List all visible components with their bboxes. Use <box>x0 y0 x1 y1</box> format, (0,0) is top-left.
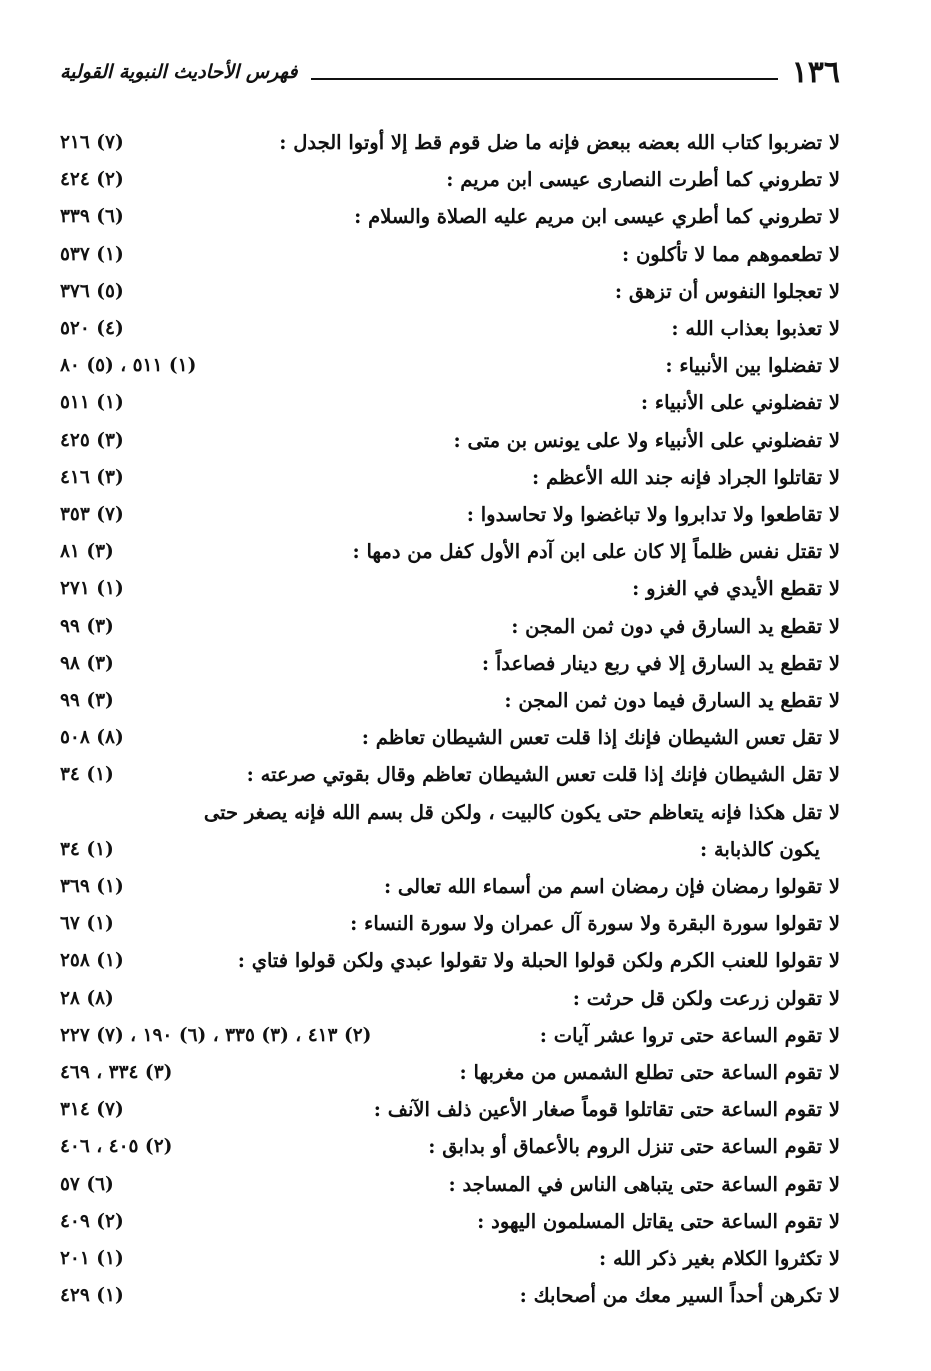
hadith-text: لا تقوم الساعة حتى يتباهى الناس في المساجد : <box>448 1172 840 1196</box>
volume-page-reference: (١) ٢٥٨ <box>60 950 124 972</box>
hadith-text: لا تكرهن أحداً السير معك من أصحابك : <box>519 1284 840 1308</box>
index-entry <box>60 1203 840 1240</box>
volume-page-reference: (٣) ٩٨ <box>60 652 114 674</box>
hadith-text: لا تقوم الساعة حتى تطلع الشمس من مغربها : <box>459 1061 840 1085</box>
hadith-text: لا تقطع يد السارق فيما دون ثمن المجن : <box>504 689 840 713</box>
volume-page-reference: (٢) ٤٠٩ <box>60 1210 124 1232</box>
volume-page-reference: (١) ٤٢٩ <box>60 1285 124 1307</box>
hadith-text: لا تكثروا الكلام بغير ذكر الله : <box>598 1247 840 1271</box>
hadith-text: لا تقتل نفس ظلماً إلا كان على ابن آدم الأول كفل من دمها : <box>352 540 840 564</box>
volume-page-reference: (١) ٥١١ <box>60 392 124 414</box>
volume-page-reference: (٢) ٤١٣ ، (٣) ٣٣٥ ، (٦) ١٩٠ ، (٧) ٢٢٧ <box>60 1024 372 1046</box>
hadith-text: لا تعذبوا بعذاب الله : <box>671 317 840 341</box>
index-entry <box>60 273 840 310</box>
hadith-text: لا تقطع يد السارق إلا في ربع دينار فصاعداً : <box>481 651 840 675</box>
index-entry <box>60 1128 840 1165</box>
volume-page-reference: (١) ٣٦٩ <box>60 876 124 898</box>
hadith-text-continuation: يكون كالذبابة : <box>699 837 820 861</box>
volume-page-reference: (١) ٢٠١ <box>60 1248 124 1270</box>
index-entry <box>60 1166 840 1203</box>
index-entry <box>60 1017 840 1054</box>
index-entry <box>60 496 840 533</box>
volume-page-reference: (٢) ٤٠٥ ، ٤٠٦ <box>60 1136 173 1158</box>
volume-page-reference: (٦) ٣٣٩ <box>60 206 124 228</box>
volume-page-reference: (١) ٥١١ ، (٥) ٨٠ <box>60 355 197 377</box>
index-entry <box>60 1240 840 1277</box>
hadith-text: لا تقولوا للعنب الكرم ولكن قولوا الحبلة ولا تقولوا عبدي ولكن قولوا فتاي : <box>237 949 840 973</box>
index-entry <box>60 198 840 235</box>
index-entry <box>60 161 840 198</box>
index-entry <box>60 384 840 421</box>
hadith-text: لا تقطع الأيدي في الغزو : <box>632 577 840 601</box>
volume-page-reference: (١) ٢٧١ <box>60 578 124 600</box>
hadith-index-list <box>60 124 840 1315</box>
hadith-text: لا تطروني كما أطري عيسى ابن مريم عليه الصلاة والسلام : <box>354 205 840 229</box>
index-entry <box>60 459 840 496</box>
volume-page-reference: (٣) ٨١ <box>60 541 114 563</box>
volume-page-reference: (٥) ٣٧٦ <box>60 280 124 302</box>
volume-page-reference: (٣) ٣٣٤ ، ٤٦٩ <box>60 1062 173 1084</box>
hadith-text: لا تفضلوا بين الأنبياء : <box>665 354 840 378</box>
volume-page-reference: (٧) ٣٥٣ <box>60 504 124 526</box>
hadith-text: لا تقطع يد السارق في دون ثمن المجن : <box>511 614 840 638</box>
index-entry <box>60 533 840 570</box>
hadith-text: لا تقوم الساعة حتى تقاتلوا قوماً صغار الأعين ذلف الآنف : <box>373 1098 840 1122</box>
volume-page-reference: (٦) ٥٧ <box>60 1173 114 1195</box>
volume-page-reference: (٣) ٤٢٥ <box>60 429 124 451</box>
volume-page-reference: (٤) ٥٢٠ <box>60 318 124 340</box>
header-rule <box>311 78 777 80</box>
hadith-text: لا تقولوا رمضان فإن رمضان اسم من أسماء الله تعالى : <box>383 875 840 899</box>
volume-page-reference: (٨) ٢٨ <box>60 987 114 1009</box>
hadith-text: لا تقاطعوا ولا تدابروا ولا تباغضوا ولا تحاسدوا : <box>466 503 840 527</box>
volume-page-reference: (١) ٦٧ <box>60 913 114 935</box>
volume-page-reference: (١) ٥٣٧ <box>60 243 124 265</box>
index-entry <box>60 719 840 756</box>
hadith-text: لا تقولن زرعت ولكن قل حرثت : <box>572 986 840 1010</box>
hadith-text: لا تعجلوا النفوس أن تزهق : <box>614 279 840 303</box>
index-entry <box>60 1277 840 1314</box>
volume-page-reference: (٣) ٩٩ <box>60 690 114 712</box>
hadith-text: لا تضربوا كتاب الله بعضه ببعض فإنه ما ضل قوم قط إلا أوتوا الجدل : <box>279 131 840 154</box>
index-entry <box>60 124 840 161</box>
index-entry <box>60 608 840 645</box>
index-entry <box>60 868 840 905</box>
hadith-text: لا تفضلوني على الأنبياء : <box>640 391 840 415</box>
index-entry <box>60 310 840 347</box>
hadith-text <box>60 794 840 868</box>
hadith-text: لا تقاتلوا الجراد فإنه جند الله الأعظم : <box>532 465 840 489</box>
hadith-text: لا تقولوا سورة البقرة ولا سورة آل عمران ولا سورة النساء : <box>350 912 840 936</box>
index-entry <box>60 422 840 459</box>
index-entry <box>60 794 840 868</box>
index-entry <box>60 570 840 607</box>
volume-page-reference: (٣) ٤١٦ <box>60 466 124 488</box>
volume-page-reference: (٧) ٣١٤ <box>60 1099 124 1121</box>
running-title: فهرس الأحاديث النبوية القولية <box>60 61 298 83</box>
hadith-text: لا تقوم الساعة حتى يقاتل المسلمون اليهود : <box>477 1209 840 1233</box>
index-entry <box>60 1054 840 1091</box>
index-entry <box>60 1091 840 1128</box>
index-entry <box>60 236 840 273</box>
hadith-text-line: لا تقل هكذا فإنه يتعاظم حتى يكون كالبيت ، ولكن قل بسم الله فإنه يصغر حتى <box>203 800 840 824</box>
index-entry <box>60 905 840 942</box>
hadith-text: لا تقوم الساعة حتى تروا عشر آيات : <box>539 1023 840 1047</box>
volume-page-reference: (٢) ٤٢٤ <box>60 169 124 191</box>
index-entry <box>60 347 840 384</box>
volume-page-reference: (٨) ٥٠٨ <box>60 727 124 749</box>
hadith-text: لا تقل تعس الشيطان فإنك إذا قلت تعس الشيطان تعاظم : <box>361 726 840 750</box>
hadith-text: لا تقوم الساعة حتى تنزل الروم بالأعماق أو بدابق : <box>428 1135 840 1159</box>
hadith-text: لا تقل الشيطان فإنك إذا قلت تعس الشيطان تعاظم وقال بقوتي صرعته : <box>246 763 840 787</box>
index-entry <box>60 756 840 793</box>
page-number: ١٣٦ <box>791 54 840 90</box>
index-entry <box>60 942 840 979</box>
volume-page-reference: (١) ٣٤ <box>60 764 114 786</box>
volume-page-reference: (١) ٣٤ <box>60 838 114 860</box>
index-entry <box>60 645 840 682</box>
index-entry <box>60 682 840 719</box>
hadith-text: لا تطعموهم مما لا تأكلون : <box>622 242 840 266</box>
page-header <box>60 50 840 94</box>
hadith-text: لا تفضلوني على الأنبياء ولا على يونس بن متى : <box>453 428 840 452</box>
hadith-text: لا تطروني كما أطرت النصارى عيسى ابن مريم : <box>446 168 840 192</box>
volume-page-reference: (٧) ٢١٦ <box>60 132 124 153</box>
volume-page-reference: (٣) ٩٩ <box>60 615 114 637</box>
index-entry <box>60 980 840 1017</box>
